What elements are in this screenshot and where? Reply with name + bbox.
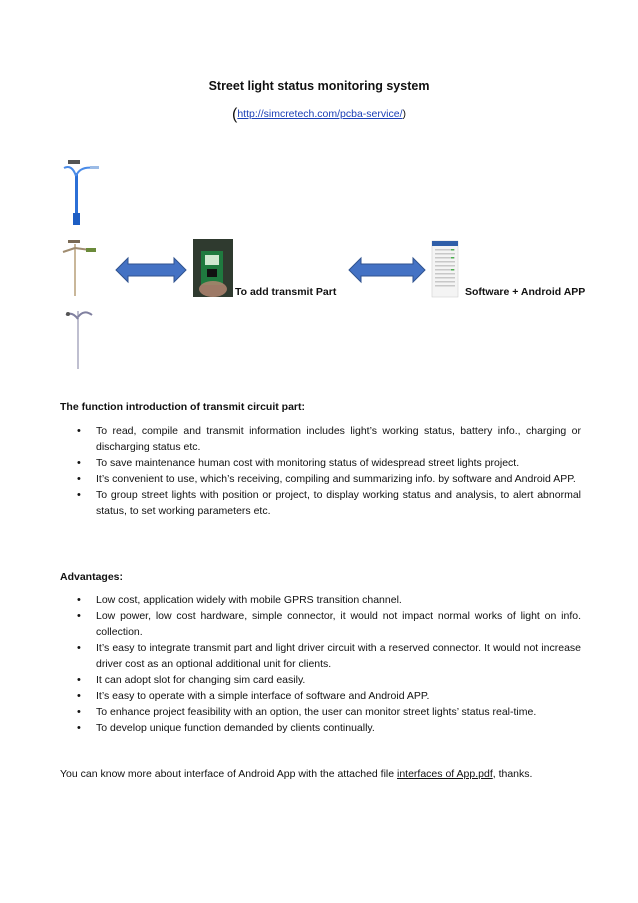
android-app-screenshot-image [432, 241, 458, 297]
list-item: • It can adopt slot for changing sim card easily. [77, 672, 581, 688]
list-item: • To save maintenance human cost with monitoring status of widespread street lights project. [77, 455, 581, 471]
url-open-paren: ( [232, 106, 238, 123]
footer-note [60, 768, 532, 780]
list-item: • To enhance project feasibility with an option, the user can monitor street lights’ status real-time. [77, 704, 581, 720]
list-item: • It’s easy to operate with a simple interface of software and Android APP. [77, 688, 581, 704]
footer-suffix: , thanks. [492, 768, 533, 780]
list-item: • It’s convenient to use, which’s receiving, compiling and summarizing info. by software and Android APP. [77, 471, 581, 487]
reference-url-link[interactable]: http://simcretech.com/pcba-service/ [237, 108, 403, 120]
url-close-paren: ) [402, 108, 406, 120]
double-arrow-right [348, 255, 426, 285]
advantages-list [77, 592, 581, 736]
list-item: • To group street lights with position or project, to display working status and analysis, to alert abnormal status, to set working parameters etc. [77, 487, 581, 519]
double-arrow-right-shape [349, 258, 425, 282]
double-arrow-left [115, 255, 187, 285]
transmit-part-caption: To add transmit Part [235, 286, 337, 298]
page-title: Street light status monitoring system [208, 79, 430, 93]
list-item: • Low power, low cost hardware, simple connector, it would not impact normal works of light on info. collection. [77, 608, 581, 640]
transmit-module-image [193, 239, 233, 297]
advantages-heading: Advantages: [60, 571, 124, 583]
street-light-image-3 [60, 305, 105, 370]
attachment-link[interactable]: interfaces of App.pdf [397, 768, 493, 780]
double-arrow-left-shape [116, 258, 186, 282]
footer-prefix: You can know more about interface of Android App with the attached file [60, 768, 397, 780]
software-app-caption: Software + Android APP [465, 286, 586, 298]
list-item: • It’s easy to integrate transmit part and light driver circuit with a reserved connector. It would not increase driver cost as an optional additional unit for clients. [77, 640, 581, 672]
list-item: • To read, compile and transmit information includes light’s working status, battery info., charging or discharging status etc. [77, 423, 581, 455]
street-light-image-2 [60, 238, 105, 298]
function-list [77, 423, 581, 519]
reference-link-line [0, 106, 638, 124]
street-light-image-1 [60, 158, 105, 228]
list-item: • To develop unique function demanded by clients continually. [77, 720, 581, 736]
function-heading: The function introduction of transmit circuit part: [60, 401, 305, 413]
list-item: • Low cost, application widely with mobile GPRS transition channel. [77, 592, 581, 608]
